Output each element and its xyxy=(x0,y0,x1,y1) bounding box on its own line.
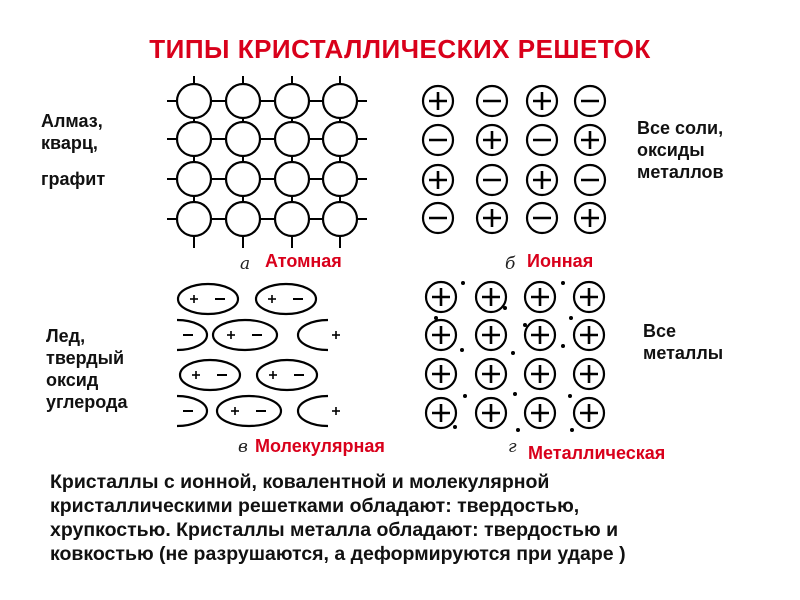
atom xyxy=(323,84,357,118)
metallic-letter: г xyxy=(508,437,517,457)
ionic-letter: б xyxy=(505,254,516,274)
free-electron xyxy=(561,281,565,285)
free-electron xyxy=(523,323,527,327)
free-electron xyxy=(460,348,464,352)
caption-line: Кристаллы с ионной, ковалентной и молекулярной xyxy=(50,471,550,493)
metallic-lattice-diagram xyxy=(415,270,615,440)
ionic-example-line: Все соли, xyxy=(637,118,724,138)
metallic-examples xyxy=(643,320,723,364)
atomic-label: Атомная xyxy=(265,251,342,271)
atom xyxy=(275,162,309,196)
page-title: ТИПЫ КРИСТАЛЛИЧЕСКИХ РЕШЕТОК xyxy=(149,34,651,64)
molecule xyxy=(180,360,240,390)
atom xyxy=(323,122,357,156)
metallic-example-line: металлы xyxy=(643,343,724,363)
free-electron xyxy=(570,428,574,432)
atomic-lattice-diagram xyxy=(160,75,380,255)
atom xyxy=(323,162,357,196)
atom xyxy=(226,122,260,156)
atom xyxy=(226,84,260,118)
caption-line: кристаллическими решетками обладают: твердостью, xyxy=(50,495,580,517)
atom xyxy=(323,202,357,236)
caption-line: ковкостью (не разрушаются, а деформируются при ударе ) xyxy=(50,543,626,565)
atom xyxy=(275,122,309,156)
properties-caption xyxy=(50,470,750,566)
ionic-lattice-diagram xyxy=(410,78,620,243)
atom xyxy=(177,162,211,196)
free-electron xyxy=(516,428,520,432)
atom xyxy=(226,162,260,196)
atomic-example-line: кварц, xyxy=(41,133,98,153)
ionic-example-line: металлов xyxy=(637,162,724,182)
free-electron xyxy=(503,306,507,310)
free-electron xyxy=(434,316,438,320)
molecule xyxy=(213,320,277,350)
metallic-example-line: Все xyxy=(643,321,677,341)
atom xyxy=(177,202,211,236)
molecule xyxy=(257,360,317,390)
molecular-example-line: Лед, xyxy=(46,326,86,346)
atomic-example-line: графит xyxy=(41,169,106,189)
partial-molecule xyxy=(298,396,328,426)
molecular-letter: в xyxy=(238,437,248,457)
molecular-label: Молекулярная xyxy=(255,436,385,456)
molecule xyxy=(178,284,238,314)
molecular-examples xyxy=(46,325,127,413)
free-electron xyxy=(453,425,457,429)
atomic-letter: а xyxy=(240,254,251,274)
molecular-example-line: оксид xyxy=(46,370,99,390)
caption-line: хрупкостью. Кристаллы металла обладают: твердостью и xyxy=(50,519,619,541)
partial-molecule xyxy=(298,320,328,350)
atom xyxy=(275,84,309,118)
atom xyxy=(275,202,309,236)
molecule xyxy=(256,284,316,314)
free-electron xyxy=(568,394,572,398)
ionic-examples xyxy=(637,117,724,183)
molecular-lattice-diagram xyxy=(165,275,340,435)
free-electron xyxy=(461,281,465,285)
molecule xyxy=(217,396,281,426)
free-electron xyxy=(561,344,565,348)
metallic-label: Металлическая xyxy=(528,443,666,463)
atomic-examples xyxy=(41,110,105,190)
molecular-example-line: углерода xyxy=(46,392,128,412)
atom xyxy=(177,84,211,118)
ionic-label: Ионная xyxy=(527,251,594,271)
free-electron xyxy=(569,316,573,320)
free-electron xyxy=(463,394,467,398)
atom xyxy=(177,122,211,156)
atomic-example-line: Алмаз, xyxy=(41,111,103,131)
atom xyxy=(226,202,260,236)
molecular-example-line: твердый xyxy=(46,348,125,368)
free-electron xyxy=(511,351,515,355)
ionic-example-line: оксиды xyxy=(637,140,705,160)
free-electron xyxy=(513,392,517,396)
